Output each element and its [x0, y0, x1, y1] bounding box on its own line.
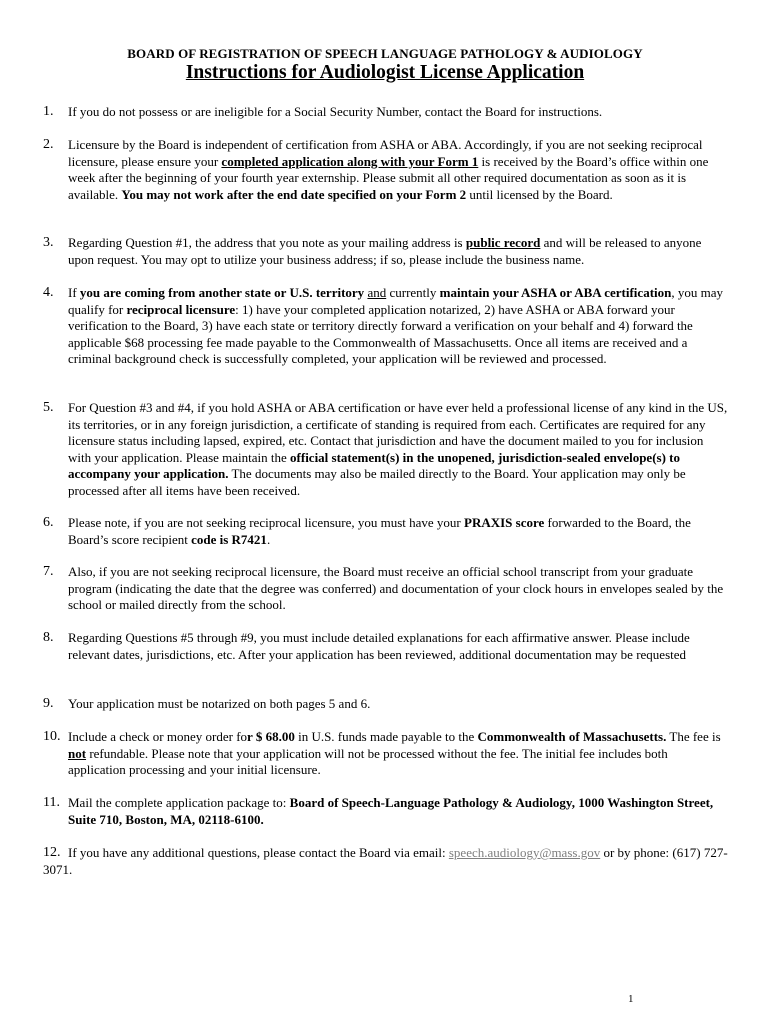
- item-text: The fee is: [666, 729, 721, 744]
- page-number: 1: [628, 993, 634, 1005]
- item-text: Mail the complete application package to:: [68, 795, 290, 810]
- item-text: If: [68, 285, 80, 300]
- page-title: Instructions for Audiologist License Application: [185, 62, 585, 83]
- item-text: is received by the Board’s office within one week after the beginning of your fourth year externship. Please submit all other required documentation as soon as it is available.: [68, 153, 709, 202]
- item-text: forwarded to the Board, the Board’s score recipient: [68, 515, 691, 547]
- list-item: [43, 285, 728, 368]
- item-text: For Question #3 and #4, if you hold ASHA or ABA certification or have ever held a professional license of any kind in the US, its territories, or in any foreign jurisdiction, a certificate of standing is required from each. Certificates are required for any licensure status including lapsed, expired, etc. Contact that jurisdiction and have the document mailed to you for inclusion with your application. Please maintain the: [68, 400, 728, 465]
- item-number: 9.: [43, 696, 54, 711]
- item-text-bold: not: [68, 745, 87, 761]
- item-text: in U.S. funds made payable to the: [294, 729, 478, 744]
- list-item: [43, 137, 728, 203]
- item-text-bold: you are coming from another state or U.S. territory: [79, 285, 365, 300]
- item-text: Licensure by the Board is independent of certification from ASHA or ABA. Accordingly, if you are not seeking reciprocal licensure, please ensure your: [68, 137, 703, 169]
- list-item: [43, 235, 728, 268]
- list-item: [43, 400, 728, 500]
- list-item: [43, 729, 728, 779]
- item-number: 3.: [43, 235, 54, 250]
- item-number: 8.: [43, 630, 54, 645]
- item-text: .: [266, 531, 271, 547]
- item-number: 5.: [43, 400, 54, 415]
- item-text: or by phone: (617) 727-3071.: [43, 845, 728, 877]
- item-text: The documents may also be mailed directly to the Board. Your application may only be processed after all items have been received.: [68, 466, 686, 498]
- item-text: refundable. Please note that your application will not be processed without the fee. The initial fee includes both application processing and your initial licensure.: [68, 745, 668, 778]
- item-text: currently: [386, 285, 440, 300]
- item-number: 10.: [43, 729, 61, 744]
- board-heading: BOARD OF REGISTRATION OF SPEECH LANGUAGE PATHOLOGY & AUDIOLOGY: [127, 46, 643, 61]
- list-item: [43, 845, 728, 878]
- item-text: If you have any additional questions, please contact the Board via email:: [68, 845, 449, 860]
- item-text: If you do not possess or are ineligible for a Social Security Number, contact the Board for instructions.: [68, 104, 603, 119]
- item-number: 7.: [43, 564, 54, 579]
- item-text: Your application must be notarized on both pages 5 and 6.: [68, 696, 371, 711]
- item-text: and will be released to anyone upon request. You may opt to utilize your business address; if so, please include the business name.: [68, 235, 702, 267]
- item-text-bold: r $ 68.00: [247, 729, 295, 744]
- item-text-bold: You may not work after the end date specified on your Form 2: [121, 186, 467, 202]
- item-number: 2.: [43, 137, 54, 152]
- item-number: 1.: [43, 104, 54, 119]
- item-text: : 1) have your completed application notarized, 2) have ASHA or ABA forward your verification to the Board, 3) have each state or territory directly forward a verification on your behalf and 4) forward the applicable $68 processing fee made payable to the Commonwealth of Massachusetts. Once all items are received and a criminal background check is successfully completed, your application will be reviewed and processed.: [68, 301, 693, 367]
- item-text-bold: maintain your ASHA or ABA certification: [439, 285, 672, 300]
- item-number: 4.: [43, 285, 54, 300]
- list-item: [43, 630, 728, 663]
- list-item: [43, 564, 728, 614]
- item-text: Regarding Question #1, the address that you note as your mailing address is: [68, 235, 466, 250]
- item-text: Regarding Questions #5 through #9, you must include detailed explanations for each affirmative answer. Please include relevant dates, jurisdictions, etc. After your application has been reviewed, additional documentation may be requested: [68, 630, 690, 662]
- email-link[interactable]: speech.audiology@mass.gov: [448, 845, 601, 860]
- item-number: 6.: [43, 515, 54, 530]
- item-number: 12.: [43, 845, 61, 860]
- item-text-bold: code is R7421: [191, 531, 267, 547]
- item-number: 11.: [43, 795, 60, 810]
- item-text-underline: and: [367, 285, 387, 300]
- item-text-bold: completed application along with your Form 1: [221, 153, 479, 169]
- list-item: [43, 515, 728, 548]
- item-text: Include a check or money order fo: [68, 729, 248, 744]
- list-item: [43, 696, 728, 713]
- item-text-bold: PRAXIS score: [464, 515, 545, 530]
- item-text-bold: public record: [465, 235, 541, 250]
- item-text: until licensed by the Board.: [466, 186, 613, 202]
- item-text-bold: official statement(s) in the unopened, jurisdiction-sealed envelope(s) to accompany your application.: [68, 449, 680, 482]
- item-text-bold: Commonwealth of Massachusetts.: [477, 729, 667, 744]
- item-text: , you may qualify for: [68, 285, 724, 317]
- list-item: [43, 795, 728, 828]
- item-text: Please note, if you are not seeking reciprocal licensure, you must have your: [68, 515, 465, 530]
- item-text-bold: reciprocal licensure: [126, 301, 236, 317]
- list-item: [43, 104, 728, 121]
- item-text-bold: Board of Speech-Language Pathology & Audiology, 1000 Washington Street, Suite 710, Boston, MA, 02118-6100.: [68, 795, 714, 827]
- item-text: Also, if you are not seeking reciprocal licensure, the Board must receive an official school transcript from your graduate program (indicating the date that the degree was conferred) and documentation of your clock hours in envelopes sealed by the school or mailed directly from the school.: [68, 564, 724, 613]
